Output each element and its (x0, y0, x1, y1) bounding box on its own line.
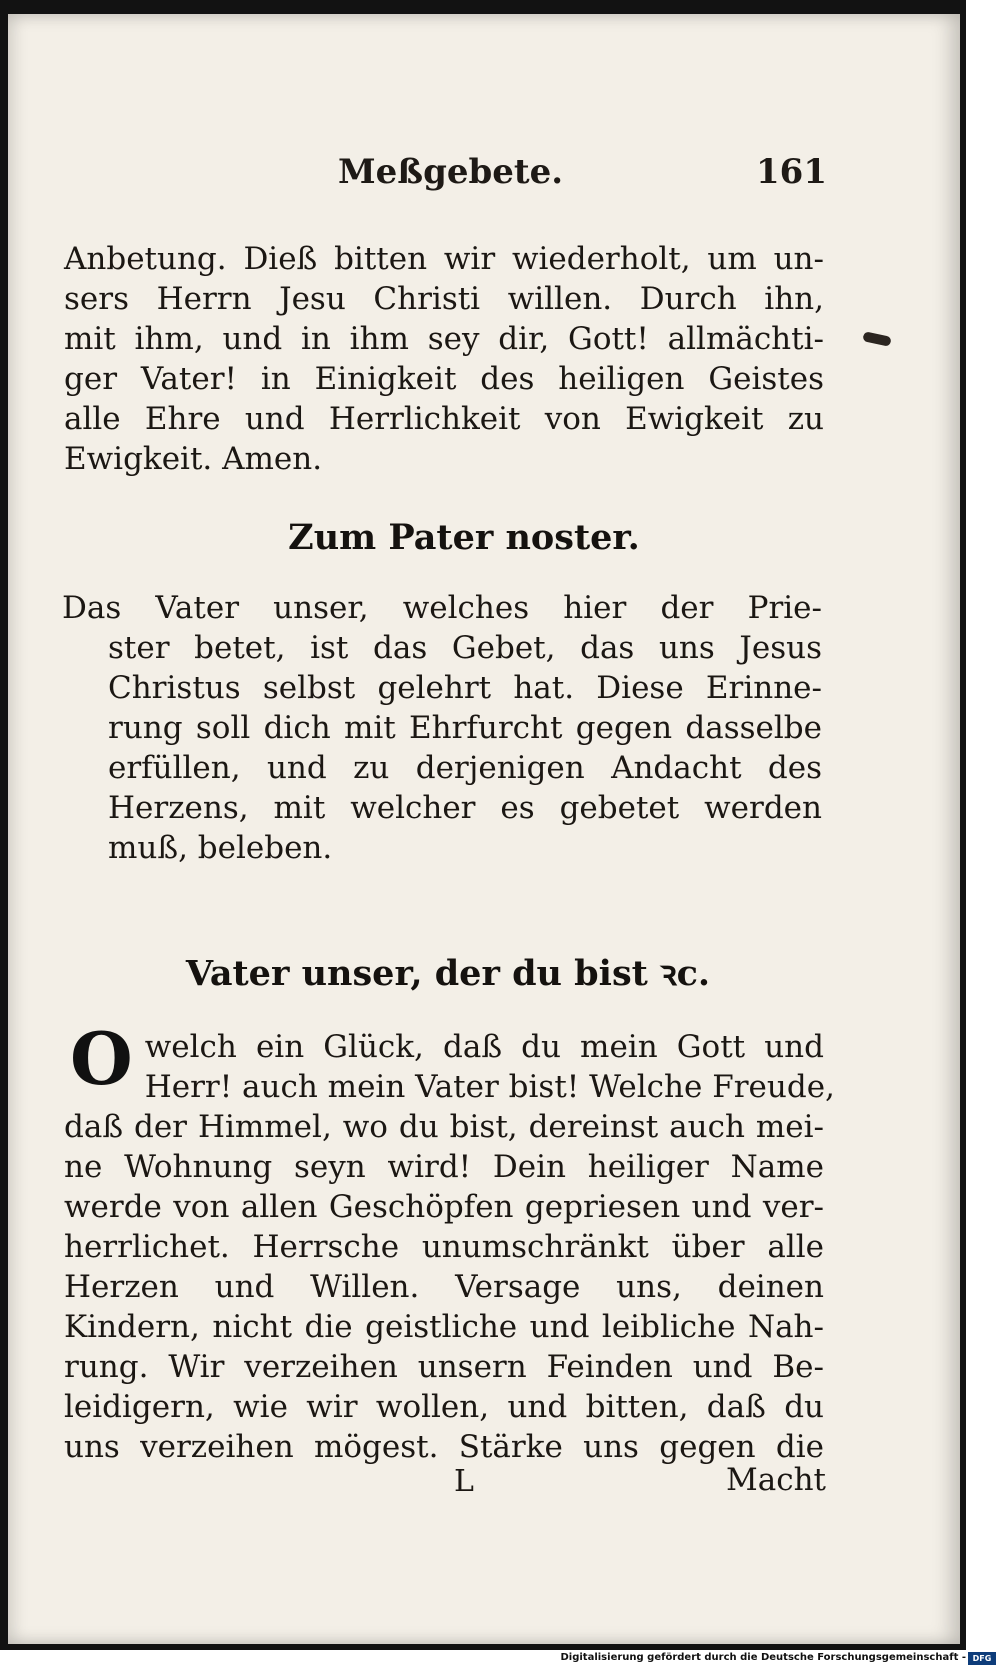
text-line: mit ihm, und in ihm sey dir, Gott! allmächti- (64, 321, 824, 357)
text-line: daß der Himmel, wo du bist, dereinst auch mei- (64, 1109, 824, 1145)
catchword: Macht (726, 1462, 827, 1498)
section-heading-pater-noster: Zum Pater noster. (288, 517, 640, 558)
text-line: ne Wohnung seyn wird! Dein heiliger Name (64, 1149, 824, 1185)
section-heading-vater-unser: Vater unser, der du bist ꝛc. (185, 953, 711, 994)
text-line: Kindern, nicht die geistliche und leibliche Nah- (64, 1309, 824, 1345)
text-line: Herzens, mit welcher es gebetet werden (108, 790, 822, 826)
text-line: herrlichet. Herrsche unumschränkt über alle (64, 1229, 824, 1265)
dfg-logo: DFG (968, 1652, 996, 1665)
signature-mark: L (454, 1464, 474, 1499)
text-line: ster betet, ist das Gebet, das uns Jesus (108, 630, 822, 666)
text-line: Herzen und Willen. Versage uns, deinen (64, 1269, 824, 1305)
prayer-paragraph (64, 1016, 835, 1467)
text-line: welch ein Glück, daß du mein Gott und (144, 1029, 824, 1065)
text-line: Herr! auch mein Vater bist! Welche Freude, (144, 1069, 835, 1105)
text-line: rung. Wir verzeihen unsern Feinden und Be- (64, 1349, 824, 1385)
text-line: Das Vater unser, welches hier der Prie- (62, 590, 822, 626)
text-line: erfüllen, und zu derjenigen Andacht des (108, 750, 822, 786)
text-line: rung soll dich mit Ehrfurcht gegen dasselbe (108, 710, 822, 746)
text-line: leidigern, wie wir wollen, und bitten, daß du (64, 1389, 824, 1425)
running-head (8, 152, 960, 198)
book-page (8, 14, 960, 1644)
continued-paragraph (64, 239, 824, 479)
text-line: muß, beleben. (108, 830, 333, 866)
text-line: sers Herrn Jesu Christi willen. Durch ihn, (64, 281, 824, 317)
digitization-footer (0, 1650, 1000, 1668)
margin-ink-mark (862, 331, 891, 347)
text-line: Christus selbst gelehrt hat. Diese Erinne- (108, 670, 822, 706)
footer-credit: Digitalisierung gefördert durch die Deutsche Forschungsgemeinschaft - (560, 1652, 966, 1663)
text-line: werde von allen Geschöpfen gepriesen und ver- (64, 1189, 824, 1225)
text-line: alle Ehre und Herrlichkeit von Ewigkeit zu (64, 401, 824, 437)
rubric-paragraph (62, 588, 822, 868)
text-line: ger Vater! in Einigkeit des heiligen Geistes (64, 361, 824, 397)
drop-initial: O (70, 1016, 133, 1101)
running-title: Meßgebete. (338, 152, 564, 192)
page-number: 161 (756, 152, 827, 192)
text-line: Ewigkeit. Amen. (64, 441, 323, 477)
text-line: Anbetung. Dieß bitten wir wiederholt, um un- (64, 241, 824, 277)
text-line: uns verzeihen mögest. Stärke uns gegen die (64, 1429, 824, 1465)
